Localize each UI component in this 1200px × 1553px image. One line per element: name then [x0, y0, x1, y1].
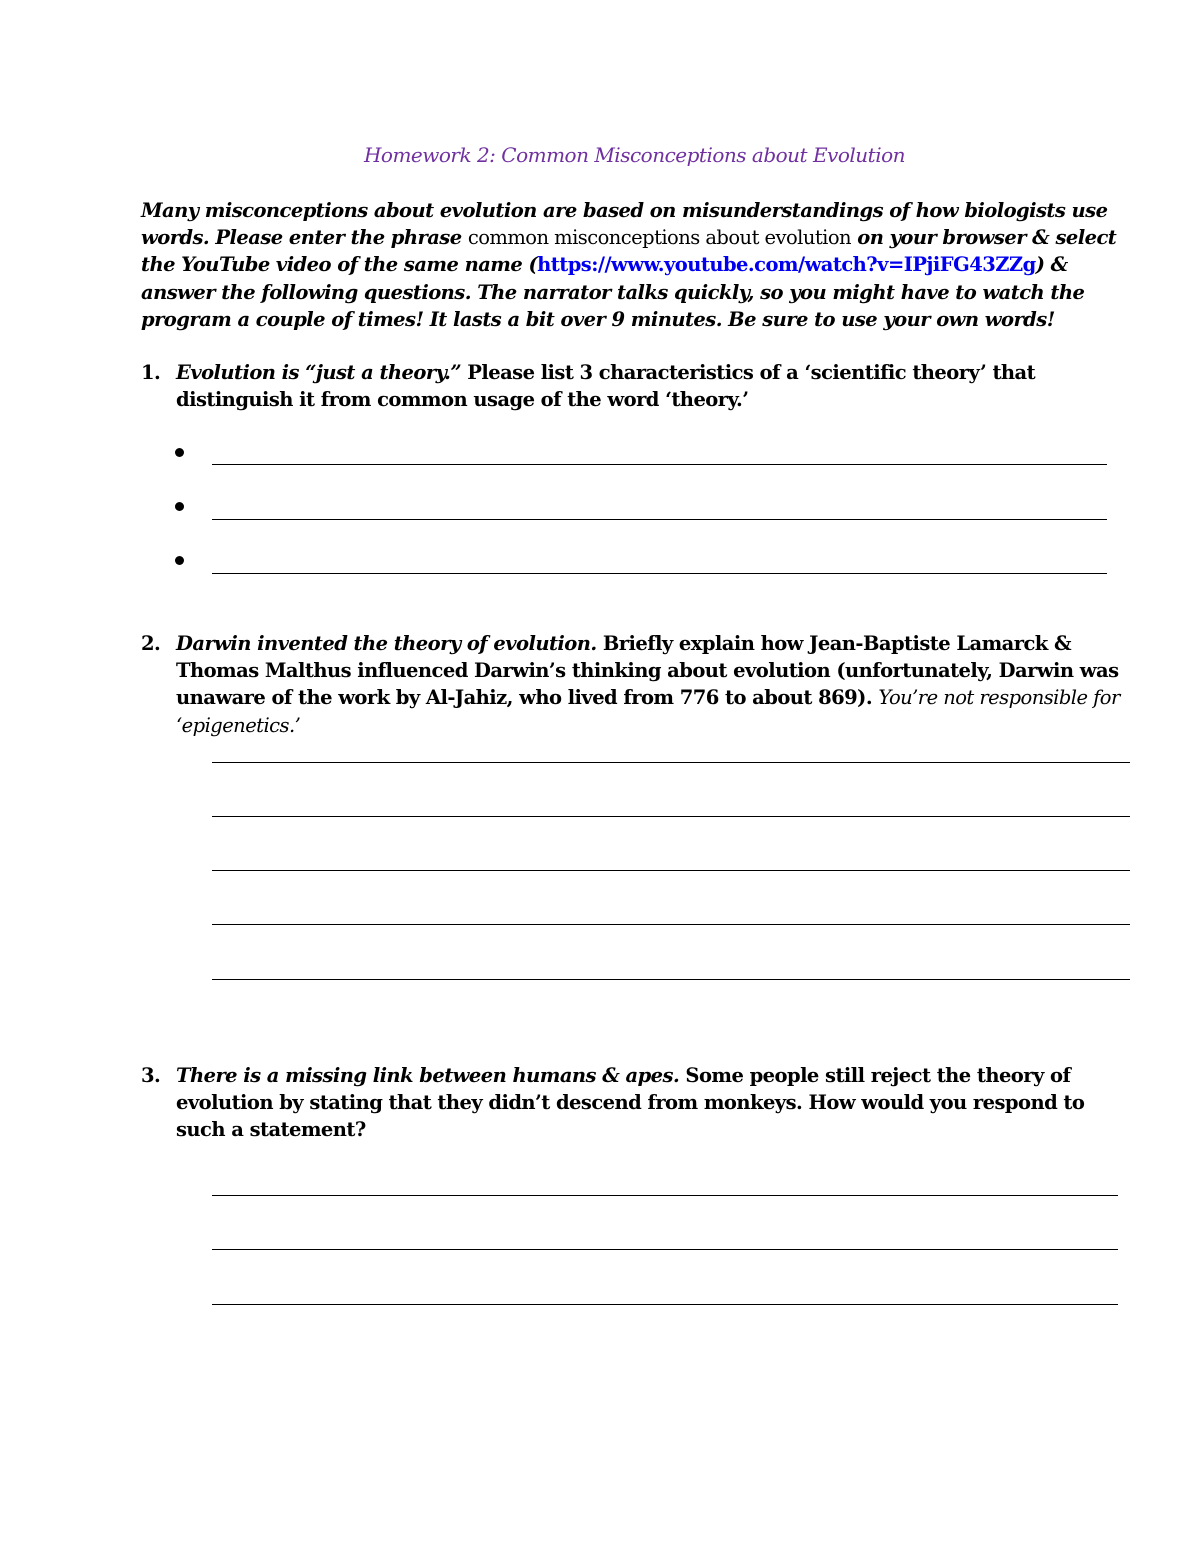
- intro-text-2: on your browser & select the YouTube video of the same name (: [141, 226, 1117, 277]
- question-lead: Darwin invented the theory of evolution.: [176, 632, 597, 655]
- question-2: [141, 630, 1131, 739]
- question-text: [176, 359, 1131, 413]
- youtube-link[interactable]: https://www.youtube.com/watch?v=IPjiFG43ZZg: [537, 253, 1036, 277]
- search-phrase: common misconceptions about evolution: [467, 226, 852, 250]
- question-note: You’re not responsible for ‘epigenetics.’: [176, 686, 1120, 737]
- question-body: Please list 3 characteristics of a ‘scientific theory’ that distinguish it from common usage of the word ‘theory.’: [176, 361, 1036, 412]
- answer-line-2-3[interactable]: [212, 870, 1130, 871]
- page-title: [0, 143, 1200, 167]
- bullet-icon: [175, 556, 184, 565]
- answer-line-1-1[interactable]: [212, 464, 1107, 465]
- answer-line-2-2[interactable]: [212, 816, 1130, 817]
- question-number: 1.: [141, 361, 161, 384]
- intro-text-1: Many misconceptions about evolution are based on misunderstandings of how biologists use words. Please enter the phrase: [141, 199, 1108, 250]
- question-number: 2.: [141, 632, 161, 655]
- question-body: Some people still reject the theory of evolution by stating that they didn’t descend from monkeys. How would you respond to such a statement?: [176, 1064, 1085, 1142]
- answer-line-3-3[interactable]: [212, 1304, 1118, 1305]
- answer-line-1-2[interactable]: [212, 519, 1107, 520]
- question-lead: There is a missing link between humans & apes.: [176, 1064, 680, 1087]
- answer-line-2-4[interactable]: [212, 924, 1130, 925]
- bullet-icon: [175, 448, 184, 457]
- instructions-paragraph: [141, 197, 1131, 333]
- question-text: [176, 1062, 1131, 1144]
- intro-text-3: ) & answer the following questions. The narrator talks quickly, so you might have to watch the program a couple of times! It lasts a bit over 9 minutes. Be sure to use your own words!: [141, 253, 1085, 331]
- question-lead: Evolution is “just a theory.”: [176, 361, 462, 384]
- answer-line-2-1[interactable]: [212, 762, 1130, 763]
- answer-line-3-1[interactable]: [212, 1195, 1118, 1196]
- question-3: [141, 1062, 1131, 1144]
- answer-line-2-5[interactable]: [212, 979, 1130, 980]
- question-1: [141, 359, 1131, 413]
- answer-line-3-2[interactable]: [212, 1249, 1118, 1250]
- bullet-icon: [175, 502, 184, 511]
- question-body: Briefly explain how Jean-Baptiste Lamarck & Thomas Malthus influenced Darwin’s thinking about evolution (unfortunately, Darwin was unaware of the work by Al-Jahiz, who lived from 776 to about 869).: [176, 632, 1119, 710]
- title-text: Homework 2: Common Misconceptions about Evolution: [363, 143, 906, 167]
- answer-line-1-3[interactable]: [212, 573, 1107, 574]
- question-number: 3.: [141, 1064, 161, 1087]
- question-text: [176, 630, 1131, 739]
